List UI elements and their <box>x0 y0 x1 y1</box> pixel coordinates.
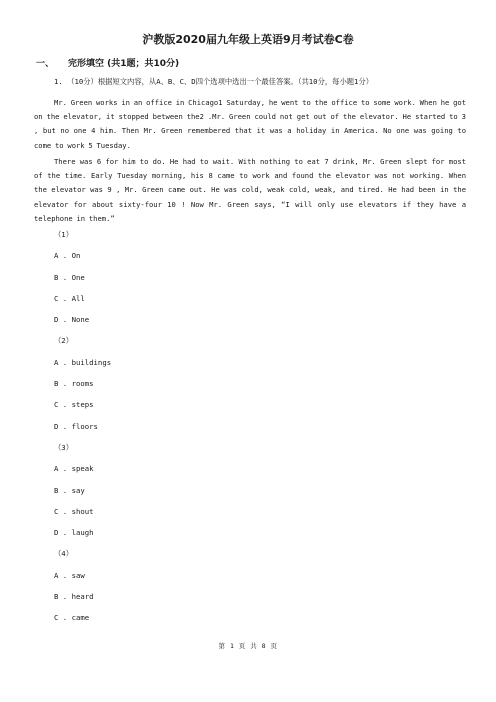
section-number: 一、 <box>36 59 55 69</box>
list-item: B . One <box>54 272 85 282</box>
list-item: D . None <box>54 315 90 325</box>
list-item: A . On <box>54 251 81 261</box>
list-item: D . floors <box>54 421 98 431</box>
page-footer: 第 1 页 共 8 页 <box>218 642 278 650</box>
answer-options-list <box>54 228 111 633</box>
list-item: （2） <box>54 336 73 346</box>
list-item: （3） <box>54 442 73 452</box>
list-item: C . shout <box>54 506 94 516</box>
list-item: A . buildings <box>54 357 112 367</box>
list-item: （1） <box>54 230 73 239</box>
list-item: C . steps <box>54 400 94 410</box>
list-item: A . speak <box>54 464 94 474</box>
list-item: B . heard <box>54 592 94 602</box>
list-item: D . laugh <box>54 528 94 538</box>
page-title: 沪教版2020届九年级上英语9月考试卷C卷 <box>142 33 354 46</box>
list-item: （4） <box>54 549 73 559</box>
question-intro: 1. （10分）根据短文内容，从A、B、C、D四个选项中选出一个最佳答案。（共10分，每小题1分） <box>54 77 374 86</box>
section-title: 完形填空 (共1题；共10分) <box>68 59 180 69</box>
list-item: B . say <box>54 485 85 495</box>
list-item: B . rooms <box>54 379 94 389</box>
passage-paragraph-1: Mr. Green works in an office in Chicago1 Saturday, he went to the office to some work. When he got on the elevator, it stopped between the2 .Mr. Green could not get out of the elevator. He started to 3 , but no one 4 him. Then Mr. Green remembered that it was a holiday in America. No one was going to come to work 5 Tuesday. <box>34 98 466 150</box>
list-item: A . saw <box>54 570 85 580</box>
passage-paragraph-2: There was 6 for him to do. He had to wait. With nothing to eat 7 drink, Mr. Green slept for most of the time. Early Tuesday morning, his 8 came to work and found the elevator was not working. When the elevator was 9 , Mr. Green came out. He was cold, weak cold, weak, and tired. He had been in the elevator for about sixty-four 10 ! Now Mr. Green says, “I will only use elevators if they have a telephone in them.” <box>34 157 466 223</box>
list-item: C . All <box>54 293 85 303</box>
list-item: C . came <box>54 613 90 623</box>
section-heading <box>36 56 179 69</box>
